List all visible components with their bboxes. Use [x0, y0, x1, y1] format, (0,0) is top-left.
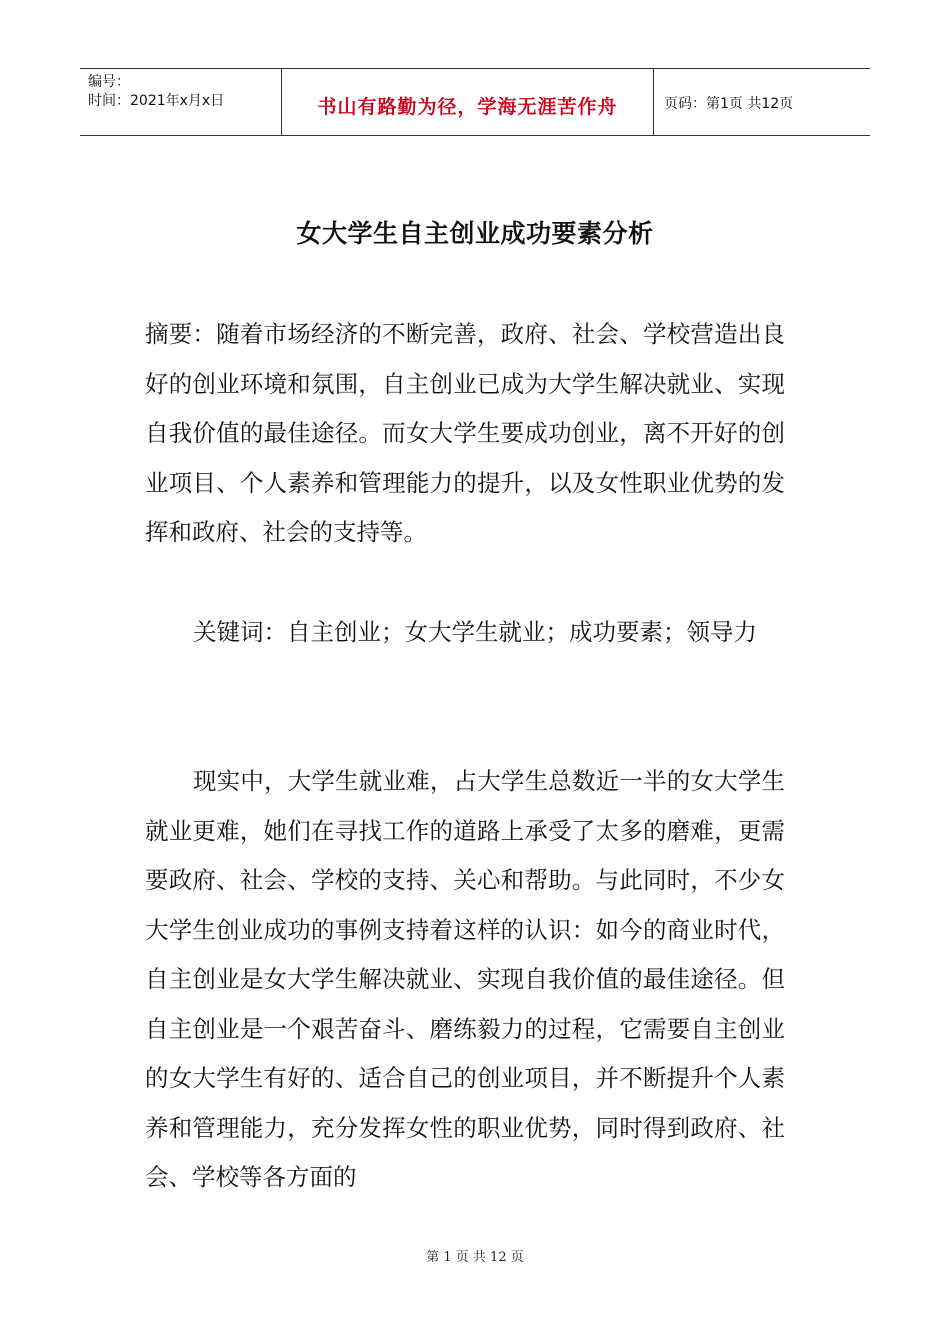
document-number-label: 编号： — [88, 74, 130, 90]
header-meta — [80, 69, 281, 135]
document-time-label: 时间：2021年x月x日 — [88, 93, 225, 109]
header-page-info: 页码：第1页 共12页 — [664, 96, 794, 112]
document-title: 女大学生自主创业成功要素分析 — [296, 219, 654, 248]
abstract-paragraph: 摘要：随着市场经济的不断完善，政府、社会、学校营造出良好的创业环境和氛围，自主创业已成为大学生解决就业、实现自我价值的最佳途径。而女大学生要成功创业，离不开好的创业项目、个人素养和管理能力的提升，以及女性职业优势的发挥和政府、社会的支持等。 — [145, 320, 785, 546]
page-footer: 第 1 页 共 12 页 — [426, 1250, 524, 1265]
keywords-paragraph: 关键词：自主创业；女大学生就业；成功要素；领导力 — [193, 618, 757, 646]
page-header — [80, 68, 870, 136]
body-paragraph: 现实中，大学生就业难，占大学生总数近一半的女大学生就业更难，她们在寻找工作的道路上承受了太多的磨难，更需要政府、社会、学校的支持、关心和帮助。与此同时，不少女大学生创业成功的事例支持着这样的认识：如今的商业时代，自主创业是女大学生解决就业、实现自我价值的最佳途径。但自主创业是一个艰苦奋斗、磨练毅力的过程，它需要自主创业的女大学生有好的、适合自己的创业项目，并不断提升个人素养和管理能力，充分发挥女性的职业优势，同时得到政府、社会、学校等各方面的 — [145, 767, 785, 1191]
header-motto: 书山有路勤为径，学海无涯苦作舟 — [281, 69, 654, 135]
